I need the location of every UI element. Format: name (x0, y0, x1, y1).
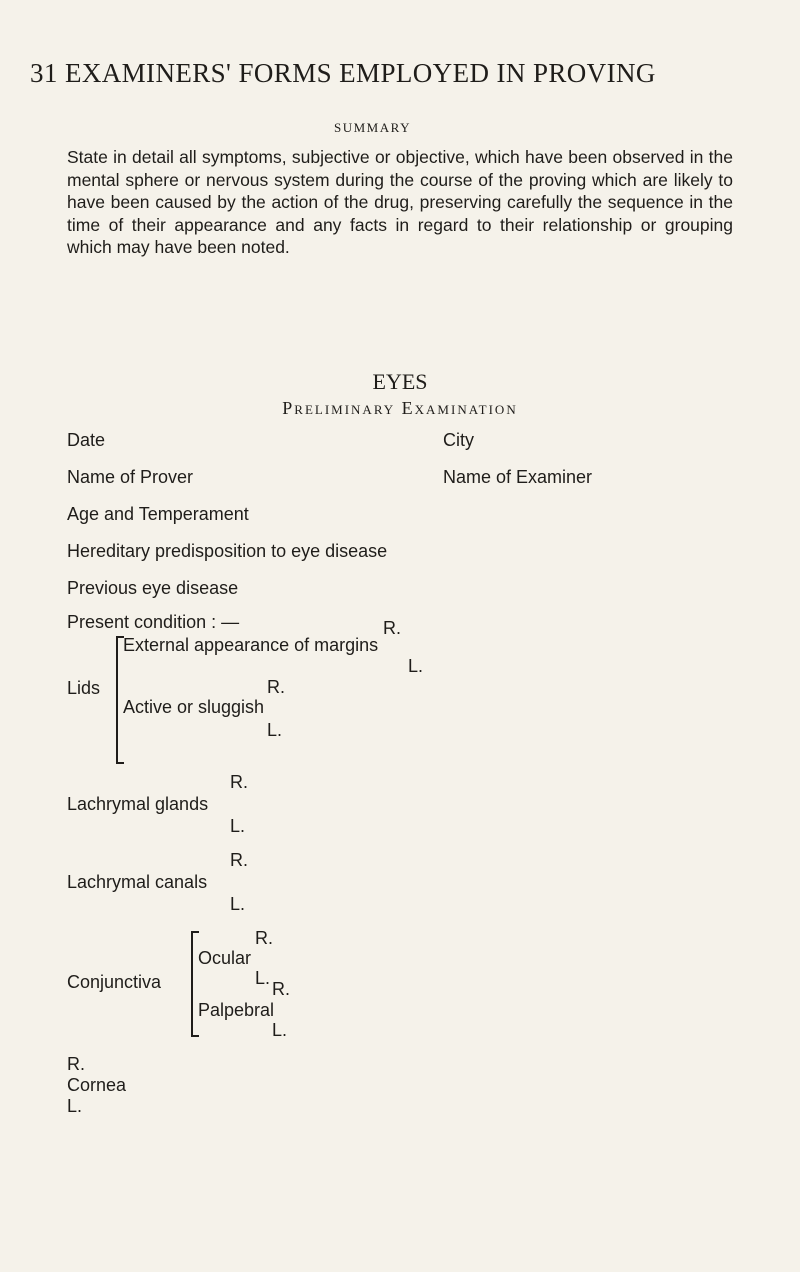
activity-right-label: R. (267, 677, 285, 697)
age-temperament-label: Age and Temperament (67, 504, 249, 524)
margins-right-label: R. (383, 618, 401, 638)
activity-left-label: L. (267, 720, 283, 740)
section-title: EYES (372, 369, 428, 394)
ocular-right-label: R. (255, 928, 273, 948)
summary-paragraph: State in detail all symptoms, subjective or objective, which have been observed in the mental sphere or nervous system during the course of the proving which are likely to have been caused by the action of the drug, preserving carefully the sequence in the time of their appearance and any facts in regard to their relationship or grouping which may have been noted. (67, 147, 733, 257)
cornea-label: Cornea (67, 1075, 127, 1095)
palpebral-label: Palpebral (198, 1000, 275, 1020)
cornea-left-label: L. (67, 1096, 83, 1116)
lids-brace-bottom (116, 762, 124, 764)
activity-label: Active or sluggish (123, 697, 265, 717)
previous-disease-label: Previous eye disease (67, 578, 239, 598)
examiner-name-label: Name of Examiner (443, 467, 593, 487)
city-label: City (443, 430, 474, 450)
lids-brace (116, 636, 118, 764)
date-label: Date (67, 430, 106, 450)
glands-right-label: R. (230, 772, 248, 792)
glands-left-label: L. (230, 816, 246, 836)
lachrymal-canals-label: Lachrymal canals (67, 872, 208, 892)
lachrymal-glands-label: Lachrymal glands (67, 794, 209, 814)
conjunctiva-brace-bottom (191, 1035, 199, 1037)
canals-left-label: L. (230, 894, 246, 914)
margins-left-label: L. (408, 656, 424, 676)
hereditary-label: Hereditary predisposition to eye disease (67, 541, 388, 561)
conjunctiva-label: Conjunctiva (67, 972, 162, 992)
palpebral-left-label: L. (272, 1020, 288, 1040)
present-condition-label: Present condition : — (67, 612, 240, 632)
summary-heading: SUMMARY (334, 120, 411, 135)
cornea-right-label: R. (67, 1054, 85, 1074)
conjunctiva-brace-top (191, 931, 199, 933)
canals-right-label: R. (230, 850, 248, 870)
section-subtitle: Preliminary Examination (282, 398, 518, 418)
lids-label: Lids (67, 678, 101, 698)
margins-label: External appearance of margins (123, 635, 379, 655)
conjunctiva-brace (191, 931, 193, 1037)
prover-name-label: Name of Prover (67, 467, 194, 487)
ocular-left-label: L. (255, 968, 271, 988)
palpebral-right-label: R. (272, 979, 290, 999)
ocular-label: Ocular (198, 948, 252, 968)
page-header: 31 EXAMINERS' FORMS EMPLOYED IN PROVING (30, 58, 656, 88)
